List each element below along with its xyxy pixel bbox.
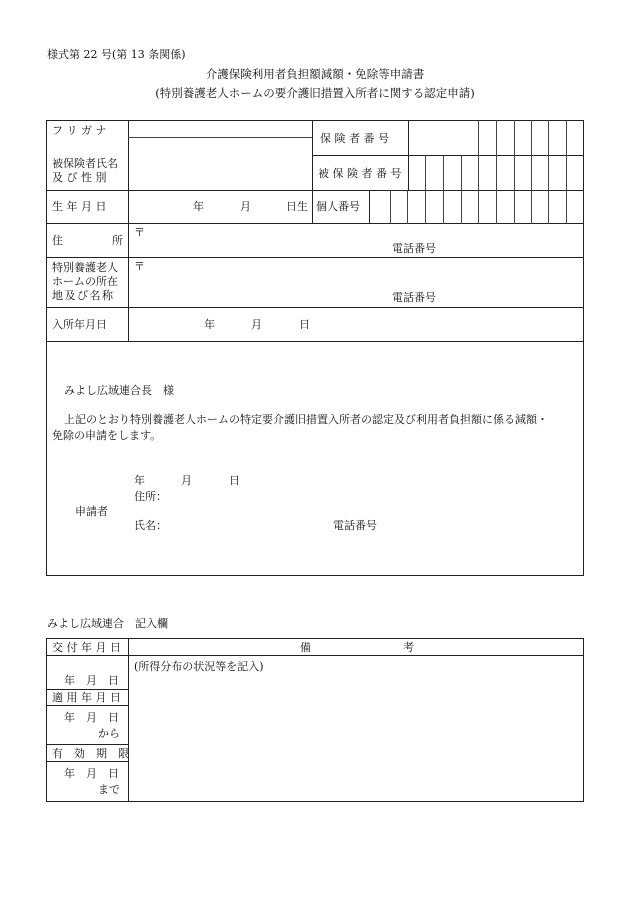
apply-date-ymd: 年 月 日	[64, 711, 119, 724]
office-row-divider-2	[46, 705, 128, 706]
remarks-note: (所得分布の状況等を記入)	[134, 660, 264, 673]
furigana-field[interactable]	[129, 121, 311, 137]
address-phone-label: 電話番号	[392, 242, 436, 255]
facility-label-line3: 地及び名称	[52, 289, 115, 302]
issue-date-ymd: 年 月 日	[64, 674, 119, 687]
admission-day-unit: 日	[299, 318, 310, 331]
insured-name-label: 被保険者氏名	[52, 157, 118, 170]
table-border-left	[46, 120, 47, 576]
remarks-field[interactable]	[129, 656, 582, 800]
validity-until: まで	[98, 783, 120, 796]
statement-line2: 免除の申請をします。	[52, 429, 162, 442]
gender-label: 及 び 性 別	[52, 171, 107, 184]
furigana-label: フ リ ガ ナ	[52, 124, 107, 137]
table-border-right	[583, 120, 584, 576]
form-title: 介護保険利用者負担額減額・免除等申請書	[205, 67, 425, 81]
row-divider-admission	[46, 341, 583, 342]
addressee: みよし広域連合長 様	[64, 384, 174, 397]
validity-ymd: 年 月 日	[64, 767, 119, 780]
issue-date-label: 交 付 年 月 日	[52, 641, 121, 654]
birth-year-unit: 年	[193, 200, 204, 213]
admission-month-unit: 月	[251, 318, 262, 331]
facility-label-line1: 特別養護老人	[52, 261, 118, 274]
validity-label: 有 効 期 限	[52, 747, 129, 760]
applicant-label: 申請者	[75, 505, 108, 518]
office-table-left	[46, 638, 47, 802]
insurer-row-divider	[312, 155, 583, 156]
statement-line1: 上記のとおり特別養護老人ホームの特定要介護旧措置入所者の認定及び利用者負担額に係る減額・	[64, 413, 548, 426]
office-row-divider-3	[46, 744, 128, 745]
birth-date-label: 生 年 月 日	[52, 200, 107, 213]
remarks-label-1: 備	[300, 641, 311, 654]
personal-number-label-divider	[369, 190, 370, 224]
office-table-right	[583, 638, 584, 802]
facility-postal-mark: 〒	[134, 260, 145, 273]
form-subtitle: (特別養護老人ホームの要介護旧措置入所者に関する認定申請)	[155, 86, 475, 100]
insurer-number-label: 保 険 者 番 号	[320, 132, 389, 145]
facility-field[interactable]	[129, 258, 582, 306]
office-row-divider-4	[46, 761, 128, 762]
office-row-divider-1	[46, 689, 128, 690]
admission-year-unit: 年	[204, 318, 215, 331]
office-table-top	[46, 638, 584, 639]
row-divider-facility	[46, 307, 583, 308]
application-month-unit: 月	[181, 474, 192, 487]
admission-date-label: 入所年月日	[52, 318, 107, 331]
birth-month-unit: 月	[240, 200, 251, 213]
apply-from: から	[98, 727, 120, 740]
apply-date-label: 適 用 年 月 日	[52, 691, 121, 704]
application-year-unit: 年	[134, 474, 145, 487]
table-border-top	[46, 120, 584, 121]
row-divider-name	[46, 190, 583, 191]
facility-phone-label: 電話番号	[392, 291, 436, 304]
remarks-label-2: 考	[403, 641, 414, 654]
insurer-label-divider	[408, 120, 409, 190]
postal-mark: 〒	[134, 226, 145, 239]
insured-name-field[interactable]	[129, 138, 311, 190]
birth-day-unit: 日生	[286, 200, 308, 213]
insurer-section-divider	[312, 120, 313, 224]
form-number: 様式第 22 号(第 13 条関係)	[47, 48, 186, 61]
applicant-phone-label: 電話番号	[333, 519, 377, 532]
facility-label-line2: ホームの所在	[52, 275, 118, 288]
office-table-bottom	[46, 801, 584, 802]
office-section-title: みよし広域連合 記入欄	[47, 617, 168, 630]
application-day-unit: 日	[229, 474, 240, 487]
table-border-bottom	[46, 575, 584, 576]
applicant-address-label: 住所：	[134, 490, 167, 503]
insured-number-label: 被 保 険 者 番 号	[318, 167, 402, 180]
address-label-left: 住	[52, 234, 63, 247]
address-label-right: 所	[112, 234, 123, 247]
address-field[interactable]	[129, 224, 582, 256]
applicant-name-label: 氏名：	[134, 519, 167, 532]
personal-number-label: 個人番号	[316, 200, 360, 213]
